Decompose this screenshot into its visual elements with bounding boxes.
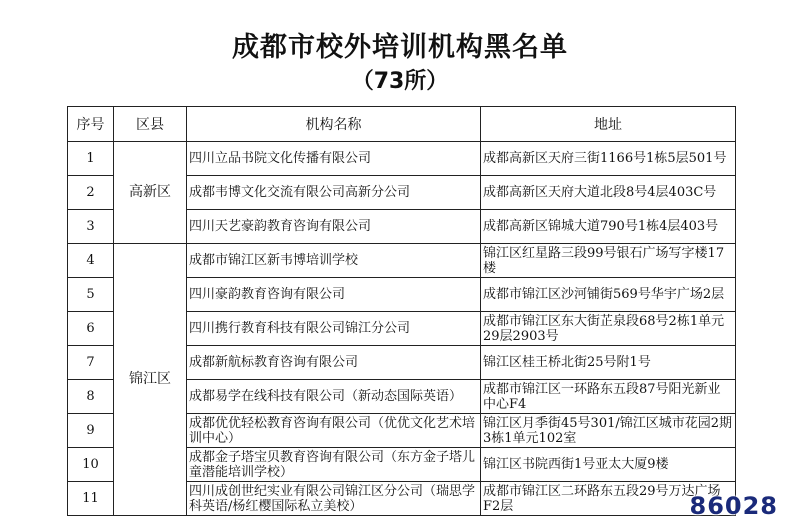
row-index: 7: [68, 346, 114, 380]
org-address: 锦江区红星路三段99号银石广场写字楼17楼: [481, 244, 736, 278]
org-name: 四川立品书院文化传播有限公司: [187, 142, 481, 176]
org-name: 成都韦博文化交流有限公司高新分公司: [187, 176, 481, 210]
row-index: 6: [68, 312, 114, 346]
org-address: 成都市锦江区沙河铺街569号华宇广场2层: [481, 278, 736, 312]
org-address: 锦江区月季街45号301/锦江区城市花园2期3栋1单元102室: [481, 414, 736, 448]
row-index: 2: [68, 176, 114, 210]
org-name: 成都金子塔宝贝教育咨询有限公司（东方金子塔儿童潜能培训学校）: [187, 448, 481, 482]
row-index: 10: [68, 448, 114, 482]
org-name: 四川天艺豪韵教育咨询有限公司: [187, 210, 481, 244]
header-index: 序号: [68, 107, 114, 142]
org-address: 成都高新区天府三街1166号1栋5层501号: [481, 142, 736, 176]
district-cell: 锦江区: [114, 244, 187, 516]
row-index: 8: [68, 380, 114, 414]
org-name: 成都优优轻松教育咨询有限公司（优优文化艺术培训中心）: [187, 414, 481, 448]
document-subtitle: （73所）: [351, 69, 449, 94]
row-index: 5: [68, 278, 114, 312]
org-address: 锦江区书院西街1号亚太大厦9楼: [481, 448, 736, 482]
org-name: 四川成创世纪实业有限公司锦江区分公司（瑞思学科英语/杨红樱国际私立美校）: [187, 482, 481, 516]
blacklist-table: [67, 106, 736, 516]
header-address: 地址: [481, 107, 736, 142]
org-address: 锦江区桂王桥北街25号附1号: [481, 346, 736, 380]
org-address: 成都高新区天府大道北段8号4层403C号: [481, 176, 736, 210]
document-title: 成都市校外培训机构黑名单: [232, 32, 568, 63]
row-index: 11: [68, 482, 114, 516]
table-row: [68, 244, 736, 278]
watermark-number: 86028: [689, 492, 778, 520]
org-address: 成都市锦江区东大街芷泉段68号2栋1单元29层2903号: [481, 312, 736, 346]
org-name: 四川豪韵教育咨询有限公司: [187, 278, 481, 312]
org-address: 成都市锦江区一环路东五段87号阳光新业中心F4: [481, 380, 736, 414]
org-name: 成都新航标教育咨询有限公司: [187, 346, 481, 380]
org-address: 成都市锦江区二环路东五段29号万达广场F2层: [481, 482, 736, 516]
org-name: 四川携行教育科技有限公司锦江分公司: [187, 312, 481, 346]
header-district: 区县: [114, 107, 187, 142]
row-index: 4: [68, 244, 114, 278]
org-address: 成都高新区锦城大道790号1栋4层403号: [481, 210, 736, 244]
header-name: 机构名称: [187, 107, 481, 142]
row-index: 1: [68, 142, 114, 176]
row-index: 3: [68, 210, 114, 244]
table-row: [68, 142, 736, 176]
table-header-row: [68, 107, 736, 142]
district-cell: 高新区: [114, 142, 187, 244]
row-index: 9: [68, 414, 114, 448]
org-name: 成都易学在线科技有限公司（新动态国际英语）: [187, 380, 481, 414]
org-name: 成都市锦江区新韦博培训学校: [187, 244, 481, 278]
